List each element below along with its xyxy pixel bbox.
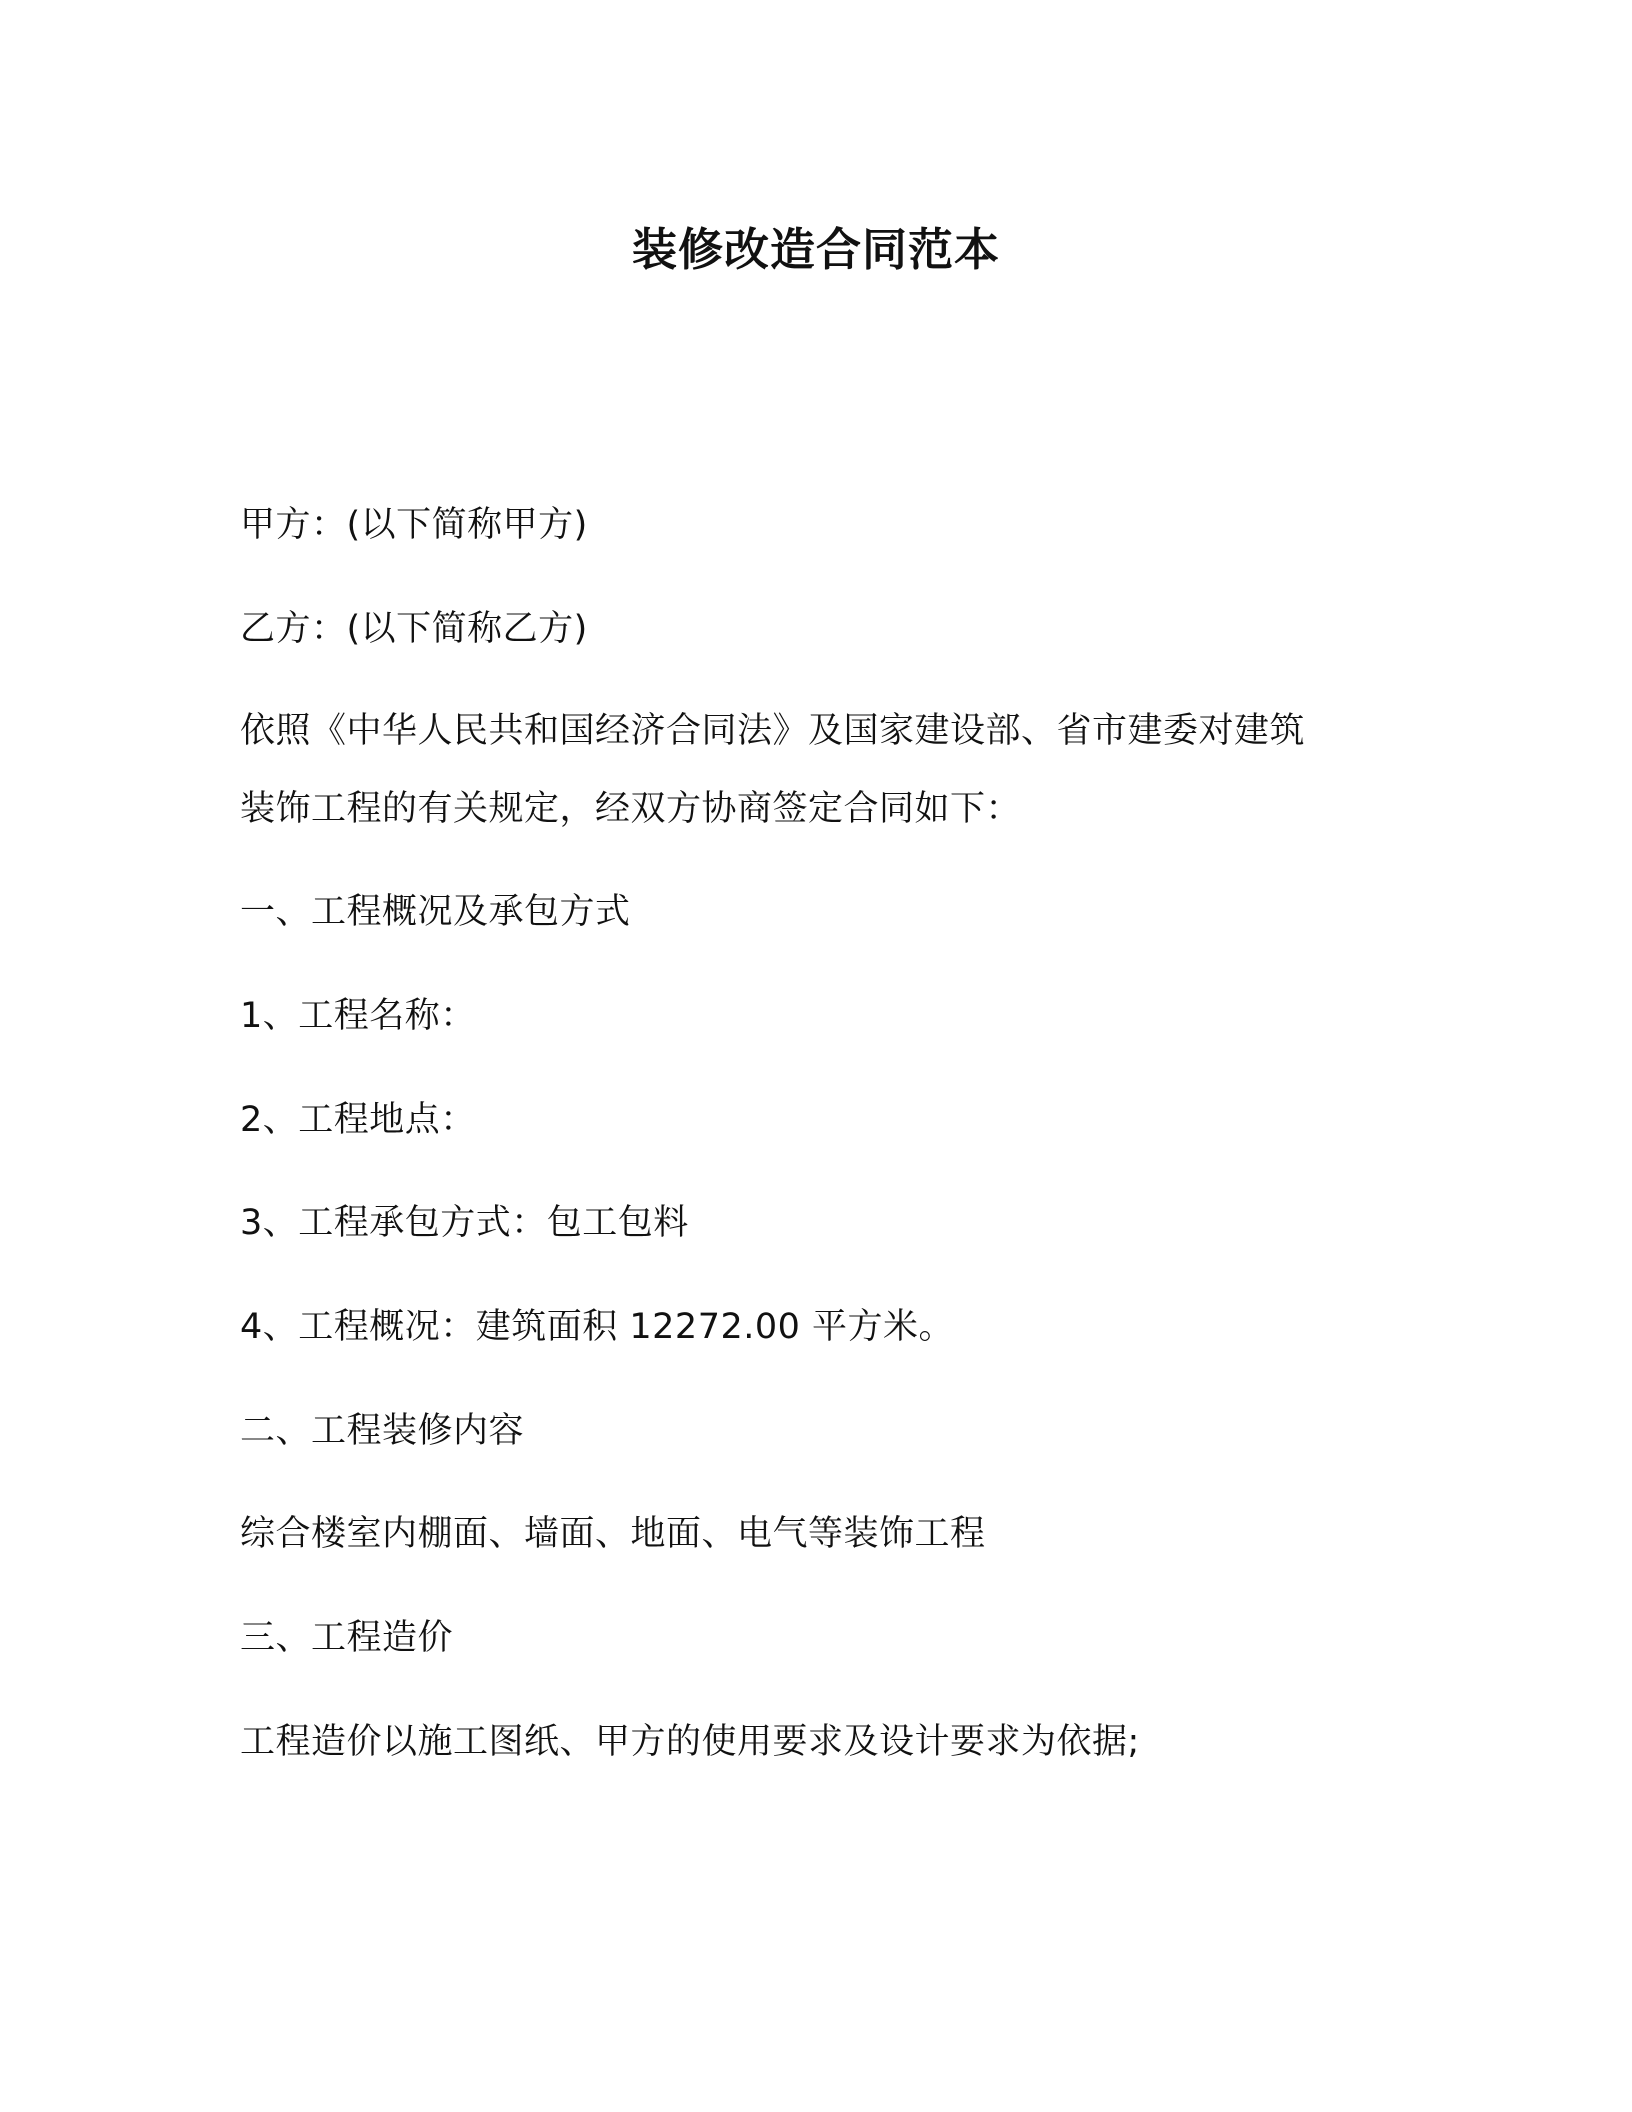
- party-a-line: 甲方：(以下简称甲方): [240, 505, 588, 545]
- party-b-line: 乙方：(以下简称乙方): [240, 609, 588, 649]
- project-name-line: 1、工程名称：: [240, 996, 476, 1036]
- section-heading-2: 二、工程装修内容: [240, 1411, 525, 1451]
- section-heading-1: 一、工程概况及承包方式: [240, 892, 631, 932]
- project-location-line: 2、工程地点：: [240, 1100, 476, 1140]
- preamble-line-2: 装饰工程的有关规定，经双方协商签定合同如下：: [240, 789, 1022, 829]
- project-overview-line: 4、工程概况：建筑面积 12272.00 平方米。: [240, 1307, 955, 1347]
- project-cost-line: 工程造价以施工图纸、甲方的使用要求及设计要求为依据;: [240, 1722, 1140, 1762]
- contract-method-line: 3、工程承包方式：包工包料: [240, 1203, 689, 1243]
- decoration-content-line: 综合楼室内棚面、墙面、地面、电气等装饰工程: [240, 1514, 986, 1554]
- document-title: 装修改造合同范本: [631, 223, 1000, 276]
- preamble-line-1: 依照《中华人民共和国经济合同法》及国家建设部、省市建委对建筑: [240, 711, 1306, 751]
- section-heading-3: 三、工程造价: [240, 1618, 454, 1658]
